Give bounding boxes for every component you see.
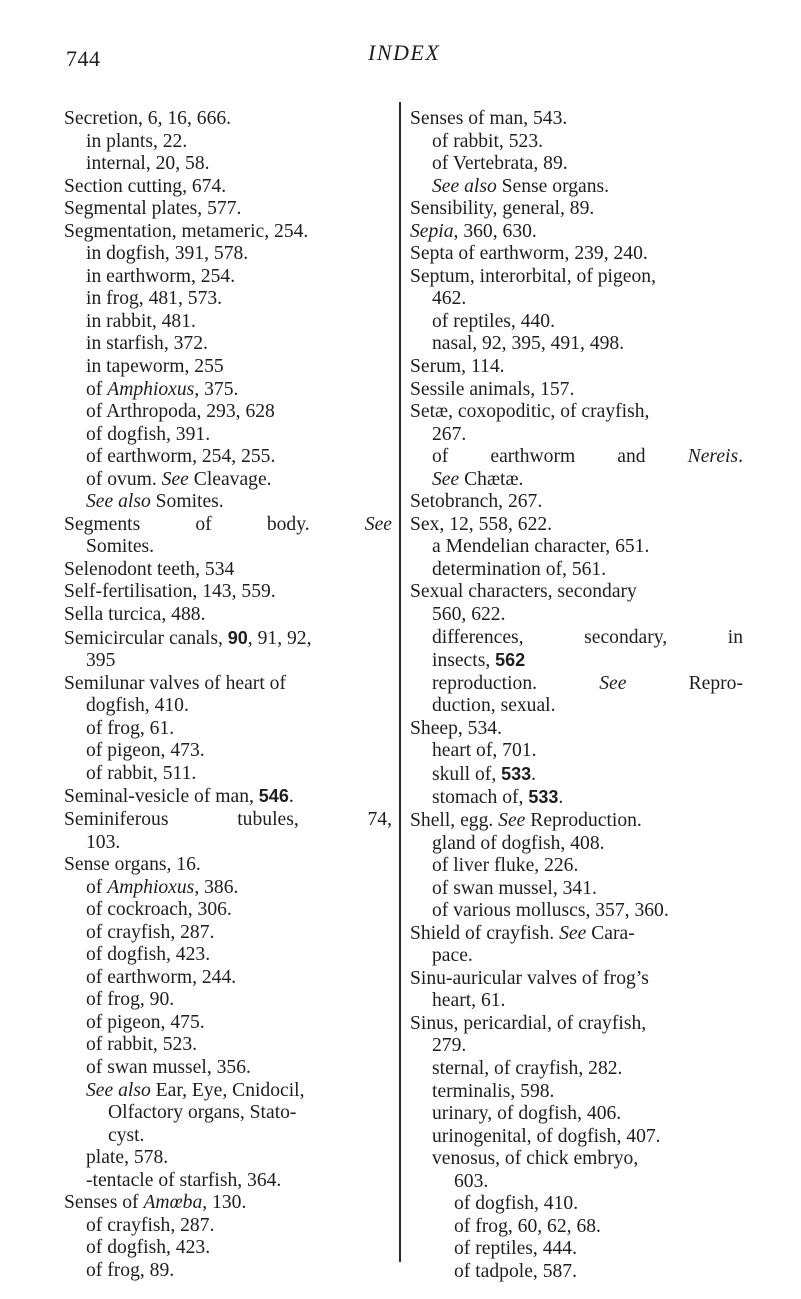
index-heading [64,627,392,651]
page-number: 744 [66,46,101,71]
index-subentry [410,446,743,469]
entry-text: Self-fertilisation, 143, 559. [64,581,276,603]
index-subentry [410,604,743,627]
index-subentry [64,899,392,922]
entry-text: Semicircular canals, [64,627,228,649]
index-subentry [64,491,392,514]
entry-text: Segments of body. [64,513,365,535]
italic-text: Sepia [410,220,454,242]
entry-text: of cockroach, 306. [86,899,232,921]
index-subentry [64,650,392,673]
index-heading [64,221,392,244]
entry-text: gland of dogfish, 408. [432,832,605,854]
entry-text: reproduction. [432,672,600,694]
index-subentry [410,740,743,763]
index-subentry [64,333,392,356]
entry-text: of earthworm, 254, 255. [86,446,276,468]
entry-text: of ovum. [86,468,162,490]
entry-text: skull of, [432,763,502,785]
entry-text: . [531,763,537,785]
index-subentry [64,446,392,469]
index-column-left [64,108,392,1282]
index-subentry [64,1215,392,1238]
entry-text: Shield of crayfish. [410,922,560,944]
italic-text: Nereis [687,446,739,468]
index-heading [410,1013,743,1036]
entry-text: of tadpole, 587. [454,1260,577,1282]
index-subentry [64,877,392,900]
index-subentry [64,356,392,379]
italic-text: See [498,809,526,831]
index-heading [64,559,392,582]
index-subentry [410,1035,743,1058]
entry-text: Sexual characters, secondary [410,581,637,603]
index-heading [410,221,743,244]
entry-text: Sessile animals, 157. [410,378,575,400]
entry-text: Olfactory organs, Stato- [108,1102,297,1124]
index-heading [64,1192,392,1215]
index-subentry [64,1170,392,1193]
entry-text: . [558,787,564,809]
entry-text: Seminal-vesicle of man, [64,786,259,808]
index-heading [410,810,743,833]
index-subentry [64,1260,392,1283]
index-subentry [64,695,392,718]
entry-text: of dogfish, 423. [86,1237,211,1259]
index-subentry [64,401,392,424]
entry-text: Sella turcica, 488. [64,604,206,626]
index-heading [410,491,743,514]
index-subentry [64,1080,392,1103]
entry-text: of swan mussel, 341. [432,877,597,899]
index-subentry [410,1193,743,1216]
entry-text: of earthworm and [432,446,688,468]
entry-text: stomach of, [432,787,529,809]
entry-text: of dogfish, 423. [86,944,211,966]
entry-text: 603. [454,1170,489,1192]
index-subentry [64,832,392,855]
index-subentry [410,990,743,1013]
index-subentry [64,989,392,1012]
entry-text: in dogfish, 391, 578. [86,243,249,265]
italic-text: See also [86,1079,151,1101]
index-subentry [410,131,743,154]
entry-text: pace. [432,945,473,967]
italic-text: Amœba [143,1192,203,1214]
entry-text: , 386. [194,876,239,898]
bold-page-ref: 546 [258,786,289,807]
bold-page-ref: 533 [528,787,559,808]
index-subentry [410,333,743,356]
index-heading [64,581,392,604]
index-subentry [64,763,392,786]
index-subentry [64,1057,392,1080]
index-subentry [410,1261,743,1284]
entry-text: Sinus, pericardial, of crayfish, [410,1012,647,1034]
running-head: INDEX [368,40,441,65]
entry-text: -tentacle of starfish, 364. [86,1169,282,1191]
index-subentry [64,379,392,402]
entry-text: Cara- [586,922,635,944]
entry-text: sternal, of crayfish, 282. [432,1057,623,1079]
index-subentry [410,1238,743,1261]
entry-text: Segmental plates, 577. [64,198,242,220]
entry-text: Selenodont teeth, 534 [64,558,235,580]
index-heading [410,401,743,424]
index-subentry [410,424,743,447]
entry-text: Ear, Eye, Cnidocil, [150,1079,305,1101]
entry-text: in starfish, 372. [86,333,208,355]
index-heading [410,243,743,266]
index-column-right [410,108,743,1283]
entry-text: of Arthropoda, 293, 628 [86,401,275,423]
entry-text: Section cutting, 674. [64,175,227,197]
entry-text: Senses of [64,1192,144,1214]
entry-text: differences, secondary, in [432,626,743,648]
entry-text: heart, 61. [432,990,506,1012]
entry-text: Segmentation, metameric, 254. [64,220,309,242]
index-subentry [410,627,743,650]
italic-text: See also [432,175,497,197]
entry-text: of frog, 90. [86,989,175,1011]
index-subentry [64,469,392,492]
entry-text: of rabbit, 511. [86,762,197,784]
index-subentry [410,833,743,856]
bold-page-ref: 562 [495,650,526,671]
entry-text: , 91, 92, [247,627,312,649]
index-heading [64,854,392,877]
entry-text: Seminiferous tubules, 74, [64,808,392,830]
entry-text: of frog, 61. [86,717,175,739]
italic-text: See [599,672,627,694]
entry-text: Somites. [86,536,155,558]
index-heading [64,176,392,199]
entry-text: of [86,378,108,400]
index-subentry [64,718,392,741]
index-subentry [410,900,743,923]
index-subentry [410,311,743,334]
index-heading [64,673,392,696]
entry-text: in frog, 481, 573. [86,288,223,310]
index-subentry [64,967,392,990]
index-subentry [410,1103,743,1126]
entry-text: Cleavage. [188,468,272,490]
entry-text: Reproduction. [525,809,642,831]
index-subentry [64,131,392,154]
index-subentry [410,945,743,968]
index-subentry [410,855,743,878]
entry-text: Secretion, 6, 16, 666. [64,108,232,129]
index-heading [64,604,392,627]
entry-text: of rabbit, 523. [432,130,544,152]
index-heading [410,379,743,402]
bold-page-ref: 533 [501,763,532,784]
entry-text: Sense organs, 16. [64,854,201,876]
index-subentry [64,243,392,266]
entry-text: , 130. [202,1192,247,1214]
italic-text: See [559,922,587,944]
entry-text: Shell, egg. [410,809,499,831]
entry-text: Sensibility, general, 89. [410,198,595,220]
entry-text: of earthworm, 244. [86,966,237,988]
entry-text: . [288,786,294,808]
index-heading [410,968,743,991]
entry-text: cyst. [108,1124,145,1146]
entry-text: Sex, 12, 558, 622. [410,513,553,535]
entry-text: Sheep, 534. [410,717,502,739]
index-subentry [410,559,743,582]
index-subentry [410,786,743,810]
index-heading [64,514,392,537]
entry-text: Setobranch, 267. [410,491,543,513]
entry-text: , 375. [194,378,239,400]
entry-text: Sense organs. [496,175,610,197]
bold-page-ref: 90 [227,627,248,648]
italic-text: See [364,513,392,535]
index-subentry [64,266,392,289]
entry-text: of crayfish, 287. [86,921,215,943]
index-subentry [410,695,743,718]
index-heading [64,198,392,221]
entry-text: of swan mussel, 356. [86,1056,251,1078]
index-heading [64,785,392,809]
entry-text: 103. [86,831,121,853]
entry-text: urinogenital, of dogfish, 407. [432,1125,661,1147]
entry-text: 395 [86,650,116,672]
entry-text: a Mendelian character, 651. [432,536,650,558]
entry-text: in tapeworm, 255 [86,356,224,378]
index-subentry [410,153,743,176]
entry-text: 462. [432,288,467,310]
index-subentry [410,763,743,787]
column-divider [399,102,401,1262]
index-subentry [410,176,743,199]
entry-text: Semilunar valves of heart of [64,672,286,694]
entry-text: of frog, 89. [86,1259,175,1281]
index-subentry [64,1125,392,1148]
index-subentry [410,649,743,673]
italic-text: See [161,468,189,490]
index-subentry [64,424,392,447]
entry-text: of dogfish, 410. [454,1193,579,1215]
entry-text: Sinu-auricular valves of frog’s [410,967,649,989]
index-heading [64,108,392,131]
italic-text: See [432,468,460,490]
entry-text: venosus, of chick embryo, [432,1148,639,1170]
entry-text: of pigeon, 475. [86,1011,205,1033]
index-heading [410,581,743,604]
entry-text: urinary, of dogfish, 406. [432,1103,622,1125]
index-heading [410,718,743,741]
index-subentry [64,536,392,559]
index-subentry [410,288,743,311]
index-heading [64,809,392,832]
italic-text: Amphioxus [107,378,195,400]
entry-text: 560, 622. [432,604,506,626]
entry-text: of dogfish, 391. [86,423,211,445]
entry-text: of Vertebrata, 89. [432,153,568,175]
index-subentry [410,469,743,492]
index-subentry [410,1126,743,1149]
italic-text: See also [86,491,151,513]
index-subentry [64,1034,392,1057]
entry-text: determination of, 561. [432,558,607,580]
index-heading [410,108,743,131]
entry-text: of liver fluke, 226. [432,855,579,877]
index-subentry [410,1148,743,1171]
entry-text: duction, sexual. [432,695,556,717]
entry-text: Setæ, coxopoditic, of crayfish, [410,401,650,423]
index-subentry [64,311,392,334]
index-heading [410,198,743,221]
entry-text: plate, 578. [86,1147,169,1169]
entry-text: in plants, 22. [86,130,188,152]
entry-text: of reptiles, 440. [432,310,555,332]
index-subentry [64,153,392,176]
entry-text: internal, 20, 58. [86,153,210,175]
entry-text: of various molluscs, 357, 360. [432,900,669,922]
entry-text: in rabbit, 481. [86,310,196,332]
index-subentry [64,1237,392,1260]
entry-text: of frog, 60, 62, 68. [454,1215,601,1237]
entry-text: , 360, 630. [453,220,537,242]
entry-text: of reptiles, 444. [454,1238,577,1260]
index-subentry [64,1147,392,1170]
entry-text: insects, [432,650,496,672]
index-subentry [410,536,743,559]
entry-text: nasal, 92, 395, 491, 498. [432,333,625,355]
entry-text: terminalis, 598. [432,1080,555,1102]
entry-text: Repro- [626,672,743,694]
entry-text: dogfish, 410. [86,695,189,717]
entry-text: of [86,876,108,898]
index-subentry [410,673,743,696]
italic-text: Amphioxus [107,876,195,898]
entry-text: in earthworm, 254. [86,265,236,287]
index-subentry [64,1102,392,1125]
index-subentry [64,922,392,945]
entry-text: Septum, interorbital, of pigeon, [410,265,656,287]
entry-text: heart of, 701. [432,740,537,762]
entry-text: Septa of earthworm, 239, 240. [410,243,648,265]
index-subentry [64,288,392,311]
entry-text: of pigeon, 473. [86,740,205,762]
index-subentry [64,740,392,763]
entry-text: of crayfish, 287. [86,1214,215,1236]
entry-text: 279. [432,1035,467,1057]
index-subentry [410,1171,743,1194]
entry-text: Senses of man, 543. [410,108,568,129]
index-heading [410,356,743,379]
index-subentry [410,1216,743,1239]
index-subentry [64,944,392,967]
entry-text: Somites. [150,491,224,513]
index-subentry [64,1012,392,1035]
index-heading [410,266,743,289]
index-heading [410,923,743,946]
entry-text: of rabbit, 523. [86,1034,198,1056]
entry-text: Chætæ. [459,468,524,490]
entry-text: Serum, 114. [410,356,505,378]
index-subentry [410,1058,743,1081]
entry-text: . [738,446,743,468]
entry-text: 267. [432,423,467,445]
index-heading [410,514,743,537]
index-subentry [410,1081,743,1104]
index-subentry [410,878,743,901]
